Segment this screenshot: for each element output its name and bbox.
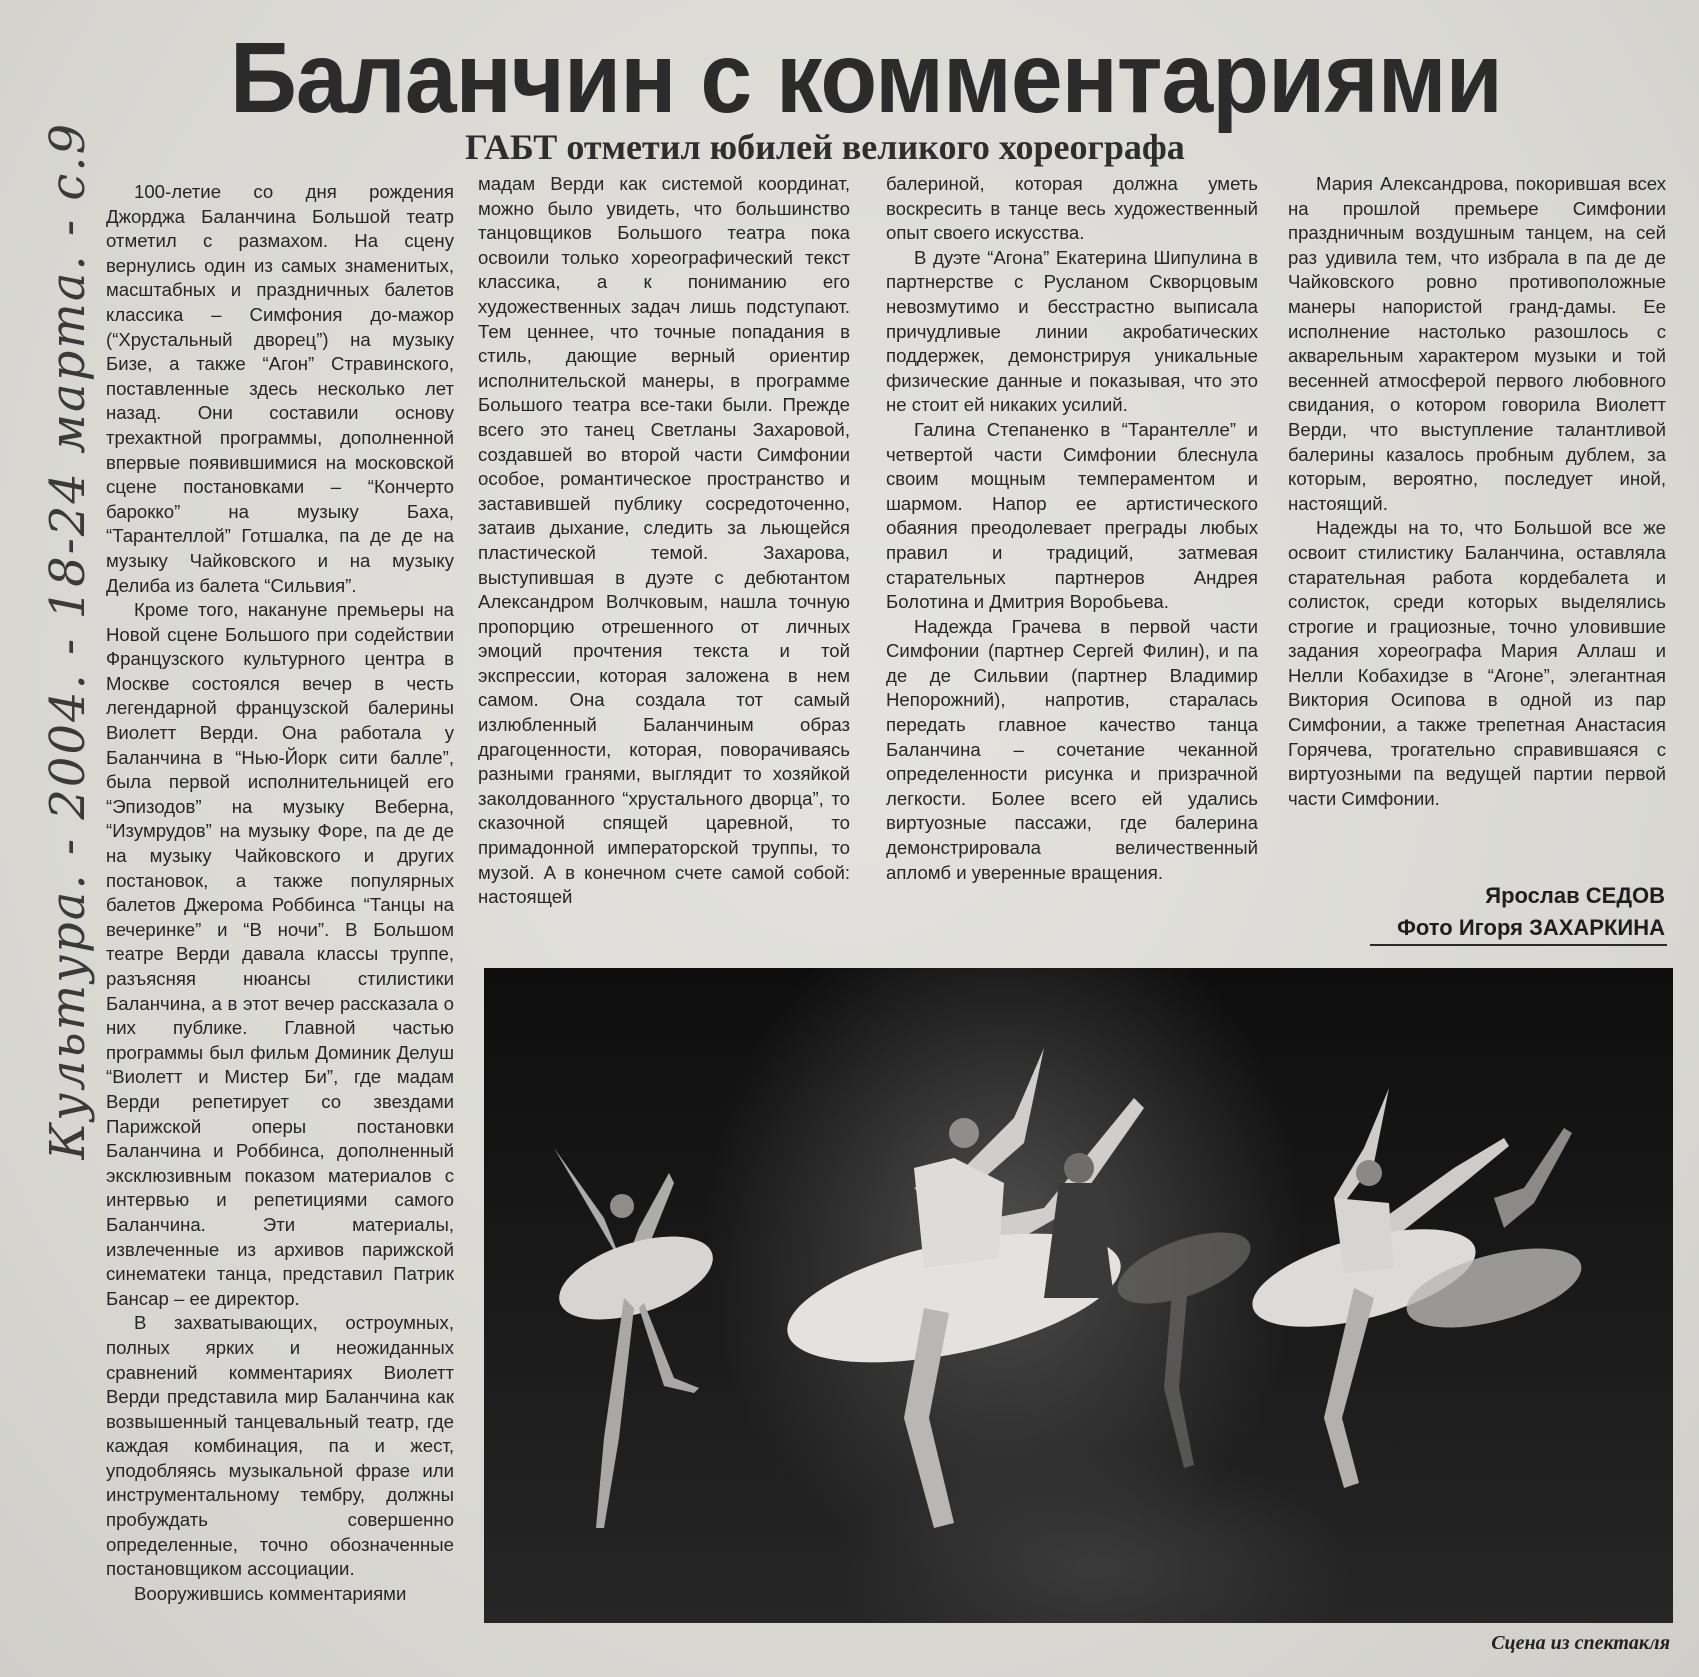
paragraph: Вооружившись комментариями (134, 1582, 407, 1604)
partner-male (1044, 1153, 1114, 1298)
paragraph: мадам Верди как системой координат, можно было увидеть, что большинство танцовщиков Большого театра пока освоили только хореографический текст классика, а к пониманию его художественных задач лишь подступают. Тем ценнее, что точные попадания в стиль, дающие верный ориентир исполнительской манеры, в программе Большого театра все-таки были. Прежде всего это танец Светланы Захаровой, создавшей во второй части Симфонии особое, романтическое пространство и заставившей публику сосредоточенно, затаив дыхание, следить за льющейся пластической темой. Захарова, выступившая в дуэте с дебютантом Александром Волчковым, нашла точную пропорцию отрешенного от личных эмоций прочтения текста и той экспрессии, которая заложена в нем самом. Она создала тот самый излюбленный Баланчиным образ драгоценности, которая, поворачиваясь разными гранями, выглядит то хозяйкой заколдованного “хрустального дворца”, то сказочной спящей царевной, то примадонной императорской труппы, то музой. А в конечном счете самой собой: настоящей (478, 173, 850, 908)
article-column-1 (106, 180, 454, 1670)
paragraph: Галина Степаненко в “Тарантелле” и четвертой части Симфонии блеснула своим мощным темпераментом и шармом. Напор ее артистического обаяния преодолевает преграды любых правил и традиций, затмевая старательных партнеров Андрея Болотина и Дмитрия Воробьева. (886, 418, 1258, 613)
photo-caption: Сцена из спектакля (1491, 1632, 1670, 1654)
byline (1360, 880, 1665, 944)
photo-credit: Фото Игоря ЗАХАРКИНА (1397, 915, 1665, 940)
paragraph: Мария Александрова, покорившая всех на прошлой премьере Симфонии праздничным воздушным танцем, на сей раз удивила тем, что избрала в па де де Чайковского ровно противоположные манеры напористой гранд-дамы. Ее исполнение настолько разошлось с акварельным характером музыки и той весенней атмосферой первого любовного свидания, о котором говорила Виолетт Верди, что выступление талантливой балерины казалось пробным дублем, за которым, вероятно, последует иной, настоящий. (1288, 173, 1666, 514)
article-column-3 (886, 172, 1258, 958)
paragraph: Кроме того, накануне премьеры на Новой сцене Большого при содействии Французского культурного центра в Москве состоялся вечер в честь легендарной французской балерины Виолетт Верди. Она работала у Баланчина в “Нью-Йорк сити балле”, была первой исполнительницей его “Эпизодов” на музыку Веберна, “Изумрудов” на музыку Форе, па де де на музыку Чайковского и других постановок, а также популярных балетов Джерома Роббинса “Танцы на вечеринке” и “В ночи”. В Большом театре Верди давала классы труппе, разъясняя нюансы стилистики Баланчина, а в этот вечер рассказала о них публике. Главной частью программы был фильм Доминик Делуш “Виолетт и Мистер Би”, где мадам Верди репетирует со звездами Парижской оперы постановки Баланчина и Роббинса, дополненный эксклюзивным показом материалов с интервью и репетициями самого Баланчина. Эти материалы, извлеченные из архивов парижской синематеки танца, представил Патрик Бансар – ее директор. (106, 599, 454, 1309)
dancer-left (549, 1148, 723, 1528)
paragraph: В захватывающих, остроумных, полных ярких и неожиданных сравнений комментариях Виолетт Верди представила мир Баланчина как возвышенный танцевальный театр, где каждая комбинация, па и жест, уподобляясь музыкальной фразе или инструментальному тембру, должны пробуждать совершенно определенные, точно обозначенные постановщиком ассоциации. (106, 1312, 454, 1580)
handwritten-annotation-text: Культура. - 2004. - 18-24 марта. - с.9 (40, 121, 96, 1160)
paragraph: 100-летие со дня рождения Джорджа Баланчина Большой театр отметил с размахом. На сцену вернулись один из самых знаменитых, масштабных и праздничных балетов классика – Симфония до-мажор (“Хрустальный дворец”) на музыку Бизе, а также “Агон” Стравинского, поставленные здесь несколько лет назад. Они составили основу трехактной программы, дополненной впервые появившимися на московской сцене постановками – “Кончерто барокко” на музыку Баха, “Тарантеллой” Готшалка, па де де на музыку Чайковского и на музыку Делиба из балета “Сильвия”. (106, 181, 454, 596)
paragraph: Надежда Грачева в первой части Симфонии (партнер Сергей Филин), и па де де Сильвии (партнер Владимир Непорожний), напротив, старалась передать главное качество танца Баланчина – сочетание чеканной определенности рисунка и призрачной легкости. Более всего ей удались виртуозные пассажи, где балерина демонстрировала величественный апломб и уверенные вращения. (886, 615, 1258, 883)
byline-rule (1370, 944, 1667, 946)
subheadline: ГАБТ отметил юбилей великого хореографа (465, 127, 1185, 167)
paragraph: балериной, которая должна уметь воскресить в танце весь художественный опыт своего искусства. (886, 173, 1258, 244)
headline: Баланчин с комментариями (230, 22, 1502, 134)
paragraph: Надежды на то, что Большой все же освоит стилистику Баланчина, оставляла старательная работа кордебалета и солисток, среди которых выделялись строгие и грациозные, точно уловившие задания хореографа Мария Аллаш и Нелли Кобахидзе в “Агоне”, элегантная Виктория Осипова в одной из пар Симфонии, а также трепетная Анастасия Горячева, трогательно справившаяся с виртуозными па ведущей партии первой части Симфонии. (1288, 517, 1666, 809)
article-column-4 (1288, 172, 1666, 892)
article-column-2 (478, 172, 850, 958)
dancers-right (1243, 1088, 1590, 1488)
handwritten-annotation (38, 75, 98, 1160)
author-name: Ярослав СЕДОВ (1485, 883, 1665, 908)
ballet-photo (484, 968, 1673, 1623)
paragraph: В дуэте “Агона” Екатерина Шипулина в партнерстве с Русланом Скворцовым невозмутимо и бесстрастно выписала причудливые линии акробатических поддержек, демонстрируя уникальные физические данные и показывая, что это не стоит ей никаких усилий. (886, 246, 1258, 416)
dancers-background (1109, 1218, 1260, 1468)
ballet-dancers-illustration (484, 968, 1673, 1623)
